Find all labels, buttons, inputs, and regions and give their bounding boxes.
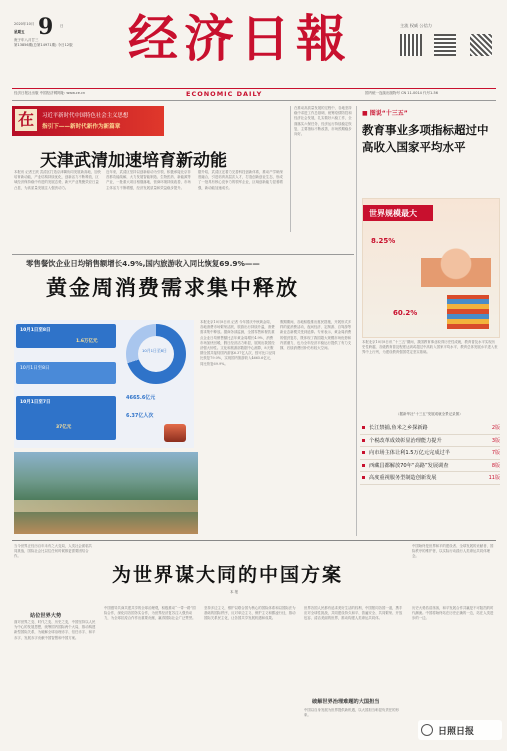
index-item-text: 西藏昌都解放70年“高路”发展调查 bbox=[369, 462, 449, 469]
stat-card-1-label: 10月1日至8日 bbox=[20, 328, 51, 333]
masthead-rule-2 bbox=[12, 100, 496, 101]
index-item[interactable] bbox=[360, 422, 500, 435]
stat-card-2-value: 4665.6亿元 bbox=[126, 395, 156, 401]
bullet-icon bbox=[362, 464, 365, 467]
issue-day-suffix: 日 bbox=[60, 24, 64, 28]
main-stats-graphic bbox=[14, 320, 194, 448]
index-item[interactable] bbox=[360, 447, 500, 460]
bottom-col-4: 坚持多边主义，维护以联合国为核心的国际体系和以国际法为基础的国际秩序，反对单边主义、保护主义和霸凌行径，推动国际关系民主化，让各国共享发展机遇和成果。 bbox=[204, 606, 296, 621]
bottom-col-7: 历史大势浩浩荡荡，和平发展合作共赢是不可阻挡的时代潮流。中国将始终站在历史正确的一边，站在人类进步的一边。 bbox=[412, 606, 494, 621]
infographic-figure bbox=[421, 229, 491, 287]
index-item-text: 个税改革成效彰显治理能力提升 bbox=[369, 437, 442, 444]
index-item[interactable] bbox=[360, 460, 500, 473]
lead-body-col-1: 本报讯 记者王跃 武清区打造京津冀协同发展新高地，加快培育新动能，产业结构持续优化，创新活力不断释放，区域经济保持稳中有进的发展态势，新兴产业集聚效应日益凸显，为高质量发展注入强劲动力。 bbox=[14, 170, 101, 190]
lead-headline: 天津武清加速培育新动能 bbox=[40, 151, 227, 171]
infographic-title: 世界规模最大 bbox=[369, 209, 417, 218]
index-item-page: 7版 bbox=[491, 450, 500, 457]
stat-card-3-value: 37亿元 bbox=[56, 425, 72, 430]
stat-card-2 bbox=[16, 362, 116, 384]
infographic-stat-1: 8.25% bbox=[371, 237, 396, 245]
index-item-text: 长江禁捕,鱼米之乡探新路 bbox=[369, 425, 428, 432]
qr-code-1 bbox=[400, 34, 422, 56]
index-list bbox=[360, 422, 500, 485]
side-body: 本报北京10月8日讯 “十三五”期间，我国教育事业取得历史性成就，教育普及水平实现历史性跨越，各级教育普及程度达到或超过中高收入国家平均水平，教育总体发展水平进入世界中上行列，为建设教育强国奠定坚实基础。 bbox=[362, 340, 498, 355]
masthead-sponsor: 主流 权威 公信力 bbox=[400, 23, 432, 28]
lead-body-col-2: 近年来，武清区坚持以创新驱动为引领，积极承接北京非首都功能疏解，大力发展智能制造、生物医药、新能源等产业，一批重大项目相继落地，营商环境持续改善，市场主体活力不断增强，经济发展质量和效益稳步提升。 bbox=[106, 170, 191, 190]
qr-code-2 bbox=[434, 34, 456, 56]
masthead-meta-right: 国内统一连续出版物号 CN 11-0014 代号1-56 bbox=[365, 91, 438, 95]
side-tag-text: 图说“十三五” bbox=[369, 110, 408, 117]
index-item-text: 高度重视服务型制造创新发展 bbox=[369, 475, 437, 482]
stat-card-3-label: 10月1日至7日 bbox=[20, 400, 51, 405]
watermark bbox=[418, 720, 502, 740]
side-infographic bbox=[362, 198, 500, 338]
ring-value: 6.37亿人次 bbox=[126, 413, 154, 419]
index-item-page: 11版 bbox=[488, 475, 500, 482]
main-kicker: 零售餐饮企业日均销售额增长4.9%,国内旅游收入同比恢复69.9%—— bbox=[26, 259, 260, 268]
main-photo bbox=[14, 452, 198, 534]
stat-card-1 bbox=[16, 324, 116, 348]
stat-card-1-value: 1.6万亿元 bbox=[76, 339, 98, 344]
index-item-text: 向市场主体让利1.5万亿元完成过半 bbox=[369, 450, 450, 457]
main-body-col-2: 假期期间，各地积极推出惠民措施，开展形式多样的促消费活动，夜间经济、定制游、自驾游等新业态新模式受到追捧。专家表示，黄金周消费的强劲复苏，既体现了我国超大规模市场优势和内需潜力，也为全年经济平稳运行提供了有力支撑，后续消费回补仍有较大空间。 bbox=[280, 320, 352, 351]
food-icon bbox=[164, 424, 186, 442]
issue-lunar-line: 庚子年八月廿三 第13856期(总第14971期) 今日12版 bbox=[14, 38, 73, 47]
masthead-meta-left: 经济日报社出版 中国经济网网址: www.ce.cn bbox=[14, 91, 86, 95]
bullet-icon bbox=[362, 439, 365, 442]
bottom-byline: 本 报 bbox=[230, 590, 239, 594]
infographic-stat-2: 60.2% bbox=[393, 309, 418, 317]
ring-label: 10月1日至8日 bbox=[142, 348, 167, 353]
stat-card-3 bbox=[16, 396, 116, 440]
banner-line-2: 指引下——新时代新作为新篇章 bbox=[42, 124, 121, 130]
issue-date: 2020年10月 bbox=[14, 22, 35, 26]
qr-code-3 bbox=[470, 34, 492, 56]
watermark-text: 日照日报 bbox=[438, 727, 475, 737]
main-body-col-1: 本报北京10月8日讯 记者 今年国庆中秋黄金周，各地消费市场繁荣活跃，旅游出行持续升温，消费需求集中释放。据商务部监测，全国零售和餐饮重点企业日均销售额比去年黄金周增长4.9%，消费市场加快回暖，假日经济活力彰显，展现出我国经济强大韧性。文化和旅游部数据中心测算，8天假期全国共接待国内游客6.37亿人次，按可比口径同比恢复79.0%，实现国内旅游收入4665.6亿元，同比恢复69.9%。 bbox=[200, 320, 276, 366]
issue-weekday: 星期五 bbox=[14, 30, 25, 34]
bottom-headline: 为世界谋大同的中国方案 bbox=[112, 564, 344, 586]
bottom-col-6: 中国始终是世界和平的建设者、全球发展的贡献者、国际秩序的维护者，以实际行动践行人类命运共同体理念。 bbox=[412, 544, 494, 559]
masthead-rule bbox=[12, 88, 496, 89]
stat-card-2-label: 10月1日至8日 bbox=[20, 366, 50, 371]
main-story-rule bbox=[12, 254, 354, 255]
infographic-title-bar bbox=[363, 205, 433, 221]
side-footer: （据新华社“十三五”发展成就全景记录图） bbox=[396, 412, 463, 416]
masthead-title: 经济日報 bbox=[128, 9, 352, 68]
wechat-icon bbox=[421, 724, 433, 736]
bullet-icon bbox=[362, 476, 365, 479]
main-headline: 黄金周消费需求集中释放 bbox=[46, 276, 299, 300]
masthead-subtitle-en: ECONOMIC DAILY bbox=[186, 90, 263, 98]
index-item-page: 3版 bbox=[491, 437, 500, 444]
index-item[interactable] bbox=[360, 435, 500, 448]
ring-chart bbox=[126, 324, 186, 384]
bottom-col-5b: 中国以自身发展为世界提供新机遇，以大国担当彰显负责任的形象。 bbox=[304, 708, 399, 718]
bullet-icon bbox=[362, 451, 365, 454]
photo-seawall bbox=[14, 500, 198, 512]
bottom-subhead-2: 破解世界治理难题的大国担当 bbox=[312, 699, 380, 705]
lead-body-col-3: 据介绍，武清区还着力完善科技创新体系，推动产学研深度融合，引进培育高层次人才，打造创新创业生态，形成了一批具有核心竞争力的领军企业，区域创新能力显著增强，新动能加速成长。 bbox=[198, 170, 283, 190]
lead-col-divider bbox=[290, 106, 291, 232]
banner-line-1: 习近平新时代中国特色社会主义思想 bbox=[42, 113, 129, 119]
banner-badge: 在 bbox=[15, 109, 37, 131]
infographic-books bbox=[447, 295, 489, 329]
bottom-subhead-1: 站位世界大势 bbox=[30, 613, 62, 619]
index-item[interactable] bbox=[360, 472, 500, 485]
index-item-page: 8版 bbox=[491, 462, 500, 469]
right-col-text: 在推动高质量发展的过程中，各地坚持稳中求进工作总基调，统筹疫情防控和经济社会发展，扎实做好六稳工作，全面落实六保任务，经济运行持续稳定恢复，主要指标不断改善，市场预期稳步向好。 bbox=[294, 106, 352, 137]
side-tag: ■ 图说“十三五” bbox=[362, 110, 408, 117]
bullet-icon bbox=[362, 426, 365, 429]
banner bbox=[12, 106, 164, 136]
side-headline: 教育事业多项指标超过中高收入国家平均水平 bbox=[362, 123, 489, 154]
right-col-divider bbox=[356, 106, 357, 536]
index-item-page: 2版 bbox=[491, 425, 500, 432]
bottom-col-1: 当今世界正经历百年未有之大变局，人类社会面临共同挑战，国际社会比以往任何时候都更需要团结合作。 bbox=[14, 544, 92, 559]
bottom-col-5: 世界各国人民都有追求美好生活的权利，中国愿同各国一道，携手应对全球性挑战，共同建设持久和平、普遍安全、共同繁荣、开放包容、清洁美丽的世界，推动构建人类命运共同体。 bbox=[304, 606, 403, 621]
bottom-col-3: 中国倡导共商共建共享的全球治理观，积极推动“一带一路”国际合作，深化同各国务实合作，为世界经济复苏注入强劲动力，为全球抗疫合作作出重要贡献，赢得国际社会广泛赞誉。 bbox=[104, 606, 196, 621]
bottom-col-2: 面对世界之变、时代之变、历史之变，中国坚持以人民为中心的发展思想，统筹国内国际两个大局，推动构建新型国际关系，为破解全球治理赤字、信任赤字、和平赤字、发展赤字贡献中国智慧和中国方案。 bbox=[14, 620, 96, 640]
ring-chart-hole bbox=[138, 336, 174, 372]
issue-day: 9 bbox=[38, 14, 54, 40]
bottom-story-rule bbox=[12, 540, 496, 541]
